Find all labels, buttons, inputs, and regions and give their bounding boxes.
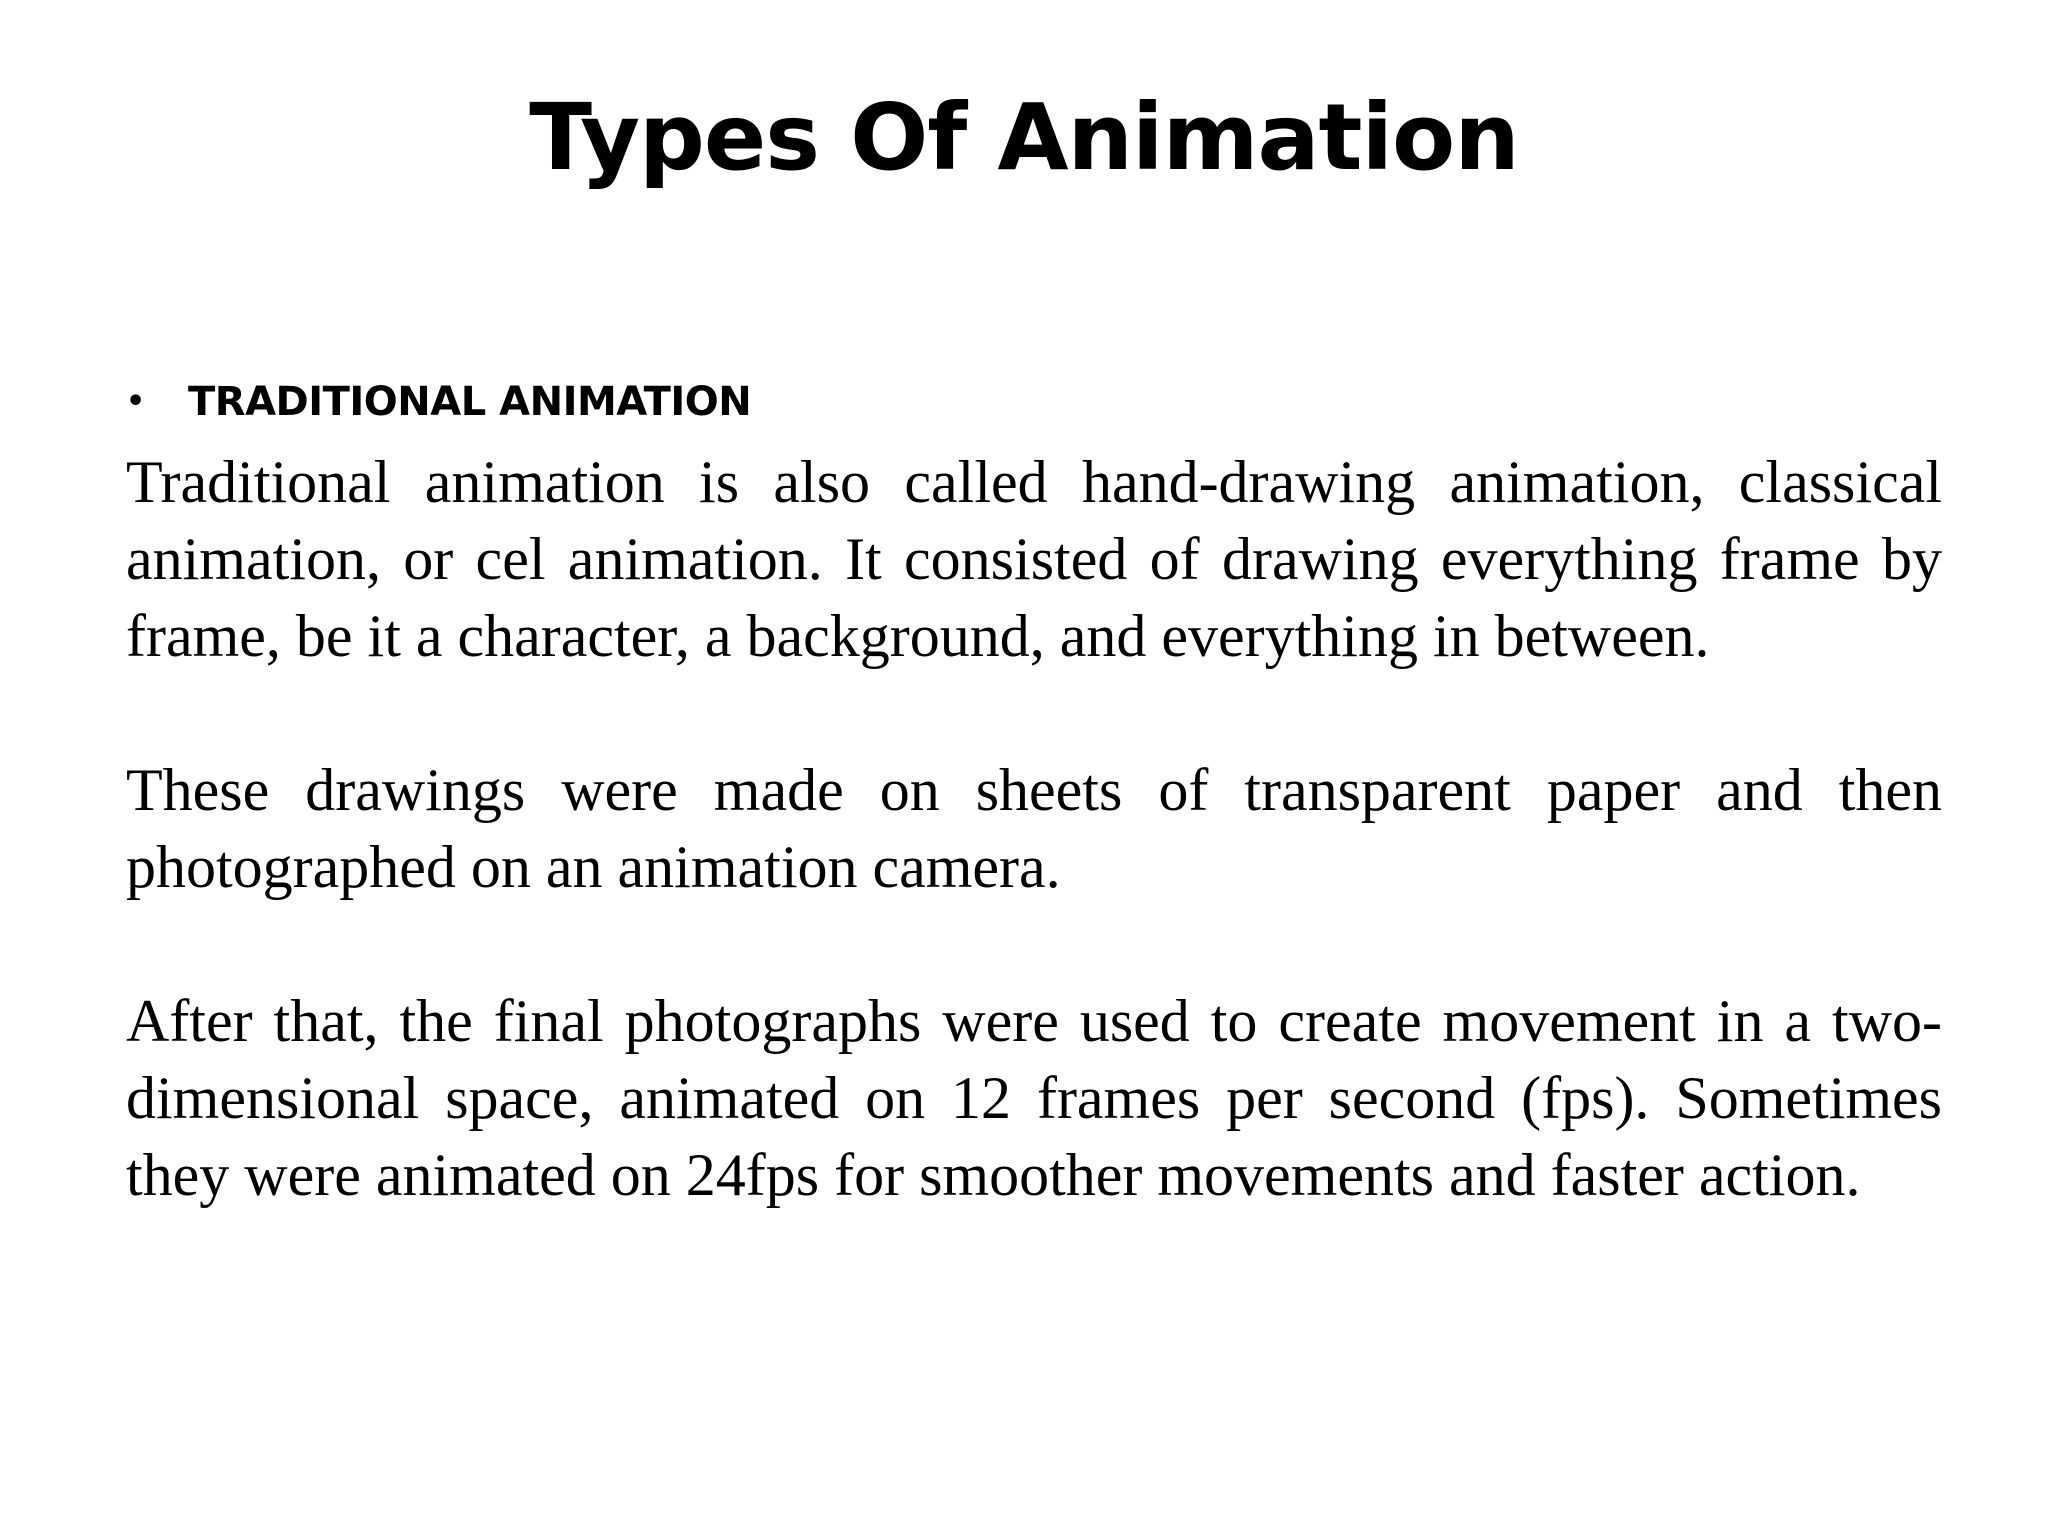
paragraph-frame-rate: After that, the final photographs were used to create movement in a two-dimensional space, animated on 12 frames per second (fps). Sometimes they were animated on 24fps for smoother movements and faster action. — [126, 988, 1942, 1208]
bullet-heading — [126, 374, 751, 430]
bullet-heading-label: TRADITIONAL ANIMATION — [188, 379, 752, 425]
slide-title: Types Of Animation — [529, 84, 1519, 191]
bullet-icon: • — [126, 384, 146, 419]
paragraph-definition: Traditional animation is also called hand-drawing animation, classical animation, or cel animation. It consisted of drawing everything frame by frame, be it a character, a background, and everything in between. — [126, 449, 1942, 669]
paragraph-drawings: These drawings were made on sheets of transparent paper and then photographed on an animation camera. — [126, 757, 1942, 900]
slide-body — [126, 444, 1942, 1214]
